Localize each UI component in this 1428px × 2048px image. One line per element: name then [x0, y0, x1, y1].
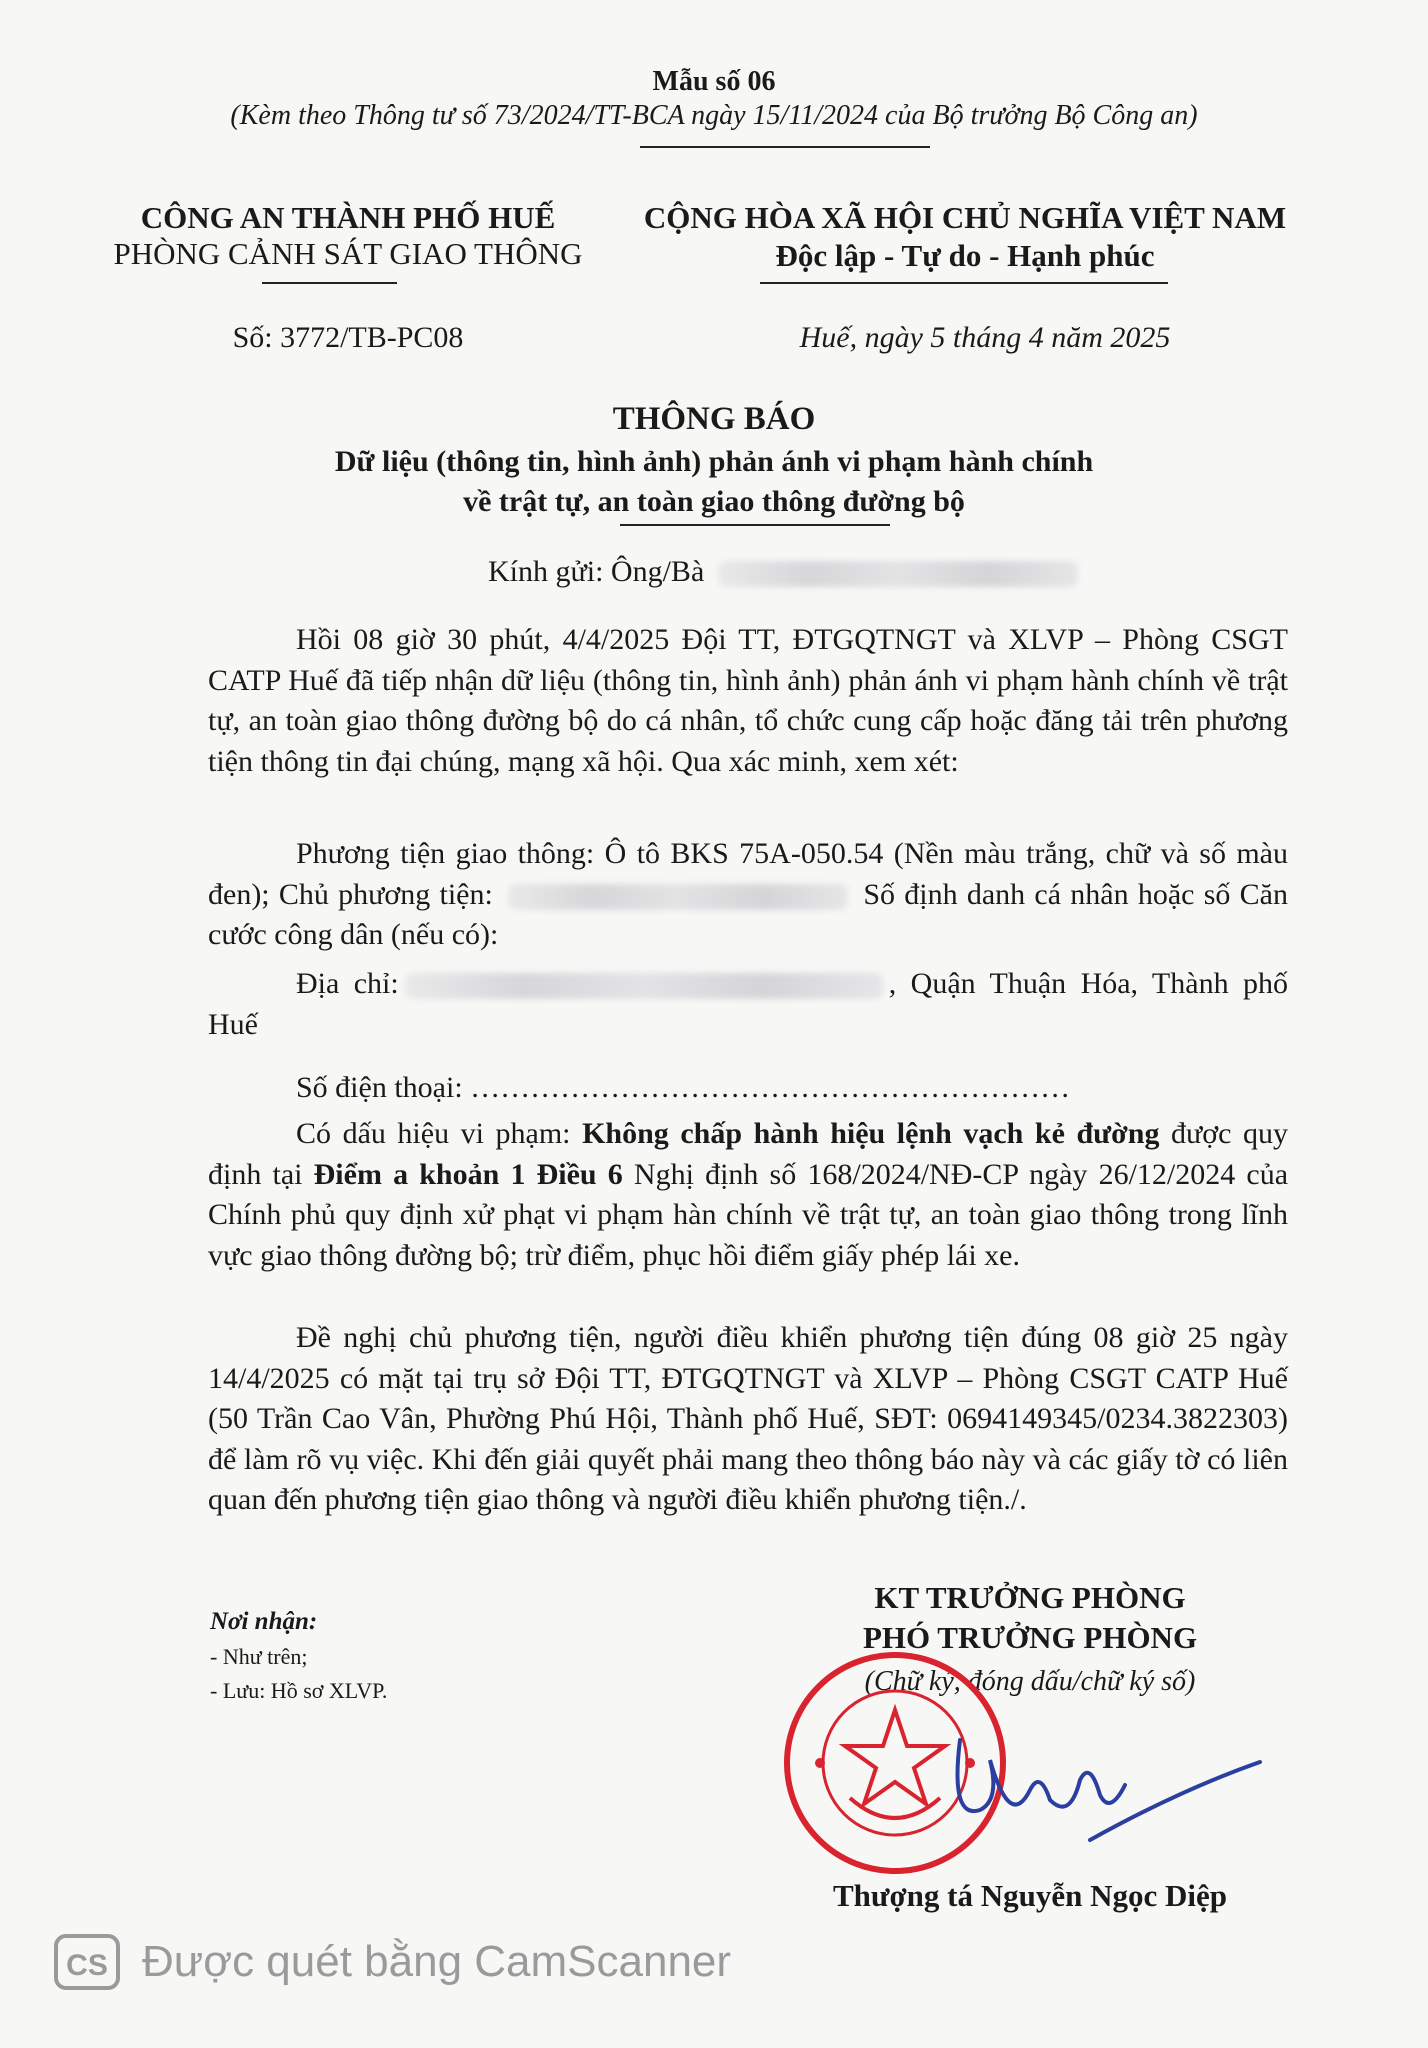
body-paragraph-request — [208, 1318, 1288, 1521]
recipient-name-redacted — [718, 561, 1078, 587]
violation-clause: Điểm a khoản 1 Điều 6 — [313, 1157, 623, 1191]
department-name: PHÒNG CẢNH SÁT GIAO THÔNG — [113, 236, 583, 271]
address-label: Địa chỉ: — [296, 967, 399, 1000]
signature-title-2: PHÓ TRƯỞNG PHÒNG — [862, 1620, 1198, 1655]
document-subtitle-line1: Dữ liệu (thông tin, hình ảnh) phản ánh vi phạm hành chính — [334, 445, 1094, 478]
violation-description: Không chấp hành hiệu lệnh vạch kẻ đường — [582, 1117, 1160, 1150]
national-motto: Độc lập - Tự do - Hạnh phúc — [775, 238, 1155, 273]
violation-regulated: được quy định tại — [208, 1117, 1289, 1191]
form-reference: (Kèm theo Thông tư số 73/2024/TT-BCA ngày 15/11/2024 của Bộ trưởng Bộ Công an) — [230, 100, 1198, 131]
camscanner-watermark: Được quét bằng CamScanner — [142, 1937, 732, 1986]
place-date: Huế, ngày 5 tháng 4 năm 2025 — [799, 321, 1171, 354]
document-subtitle-line2: về trật tự, an toàn giao thông đường bộ — [463, 485, 965, 518]
stamp-dot-icon — [815, 1758, 825, 1768]
paragraph-receipt: Hồi 08 giờ 30 phút, 4/4/2025 Đội TT, ĐTGQTNGT và XLVP – Phòng CSGT CATP Huế đã tiếp nhận dữ liệu (thông tin, hình ảnh) phản ánh vi phạm hành chính về trật tự, an toàn giao thông đường bộ do cá nhân, tổ chức cung cấp hoặc đăng tải trên phương tiện thông tin đại chúng, mạng xã hội. Qua xác minh, xem xét: — [208, 623, 1288, 778]
agency-name: CÔNG AN THÀNH PHỐ HUẾ — [140, 200, 556, 235]
document-number: Số: 3772/TB-PC08 — [232, 321, 464, 354]
handwritten-signature — [940, 1700, 1270, 1850]
body-paragraph-violation — [208, 1114, 1288, 1276]
department-rule — [262, 282, 397, 284]
recipient-label: Kính gửi: Ông/Bà — [488, 555, 705, 588]
body-paragraph-vehicle — [208, 834, 1288, 956]
request-text: Đề nghị chủ phương tiện, người điều khiển phương tiện đúng 08 giờ 25 ngày 14/4/2025 có mặt tại trụ sở Đội TT, ĐTGQTNGT và XLVP – Phòng CSGT CATP Huế (50 Trần Cao Vân, Phường Phú Hội, Thành phố Huế, SĐT: 0694149345/0234.3822303) để làm rõ vụ việc. Khi đến giải quyết phải mang theo thông báo này và các giấy tờ có liên quan đến phương tiện giao thông và người điều khiển phương tiện./. — [208, 1321, 1288, 1516]
body-paragraph-address — [208, 964, 1288, 1045]
recipients-label: Nơi nhận: — [210, 1608, 318, 1635]
address-tail: , Quận Thuận Hóa, Thành phố Huế — [208, 967, 1288, 1041]
vehicle-text: Phương tiện giao thông: Ô tô BKS 75A-050.54 (Nền màu trắng, chữ và số màu đen); Chủ phương tiện: — [208, 837, 1288, 911]
form-reference-rule — [640, 146, 930, 148]
motto-rule — [760, 282, 1168, 284]
country-name: CỘNG HÒA XÃ HỘI CHỦ NGHĨA VIỆT NAM — [643, 200, 1287, 235]
owner-name-redacted — [508, 884, 848, 910]
recipient-line — [488, 552, 1084, 592]
subtitle-rule — [620, 524, 890, 526]
violation-label: Có dấu hiệu vi phạm: — [296, 1117, 571, 1150]
star-icon — [845, 1710, 945, 1804]
form-number: Mẫu số 06 — [652, 66, 776, 97]
recipients-list — [210, 1640, 387, 1708]
signer-name: Thượng tá Nguyễn Ngọc Diệp — [832, 1878, 1228, 1913]
violation-decree: Nghị định số 168/2024/NĐ-CP ngày 26/12/2024 của Chính phủ quy định xử phạt vi phạm hàn chính về trật tự, an toàn giao thông trong lĩnh vực giao thông đường bộ; trừ điểm, phục hồi điểm giấy phép lái xe. — [208, 1157, 1289, 1272]
body-paragraph-1 — [208, 620, 1288, 782]
address-redacted — [405, 973, 883, 999]
phone-line: Số điện thoại: …………………………………………………… — [296, 1071, 1071, 1104]
id-number-text: Số định danh cá nhân hoặc số Căn cước công dân (nếu có): — [208, 877, 1288, 951]
camscanner-logo-icon: CS — [54, 1934, 120, 1990]
body-paragraph-phone — [208, 1068, 1288, 1109]
signature-title-1: KT TRƯỞNG PHÒNG — [874, 1580, 1186, 1615]
signature-note: (Chữ ký, đóng dấu/chữ ký số) — [864, 1666, 1196, 1697]
recipient-item: - Lưu: Hồ sơ XLVP. — [210, 1678, 388, 1703]
recipient-item: - Như trên; — [210, 1644, 308, 1669]
document-title: THÔNG BÁO — [612, 401, 816, 437]
